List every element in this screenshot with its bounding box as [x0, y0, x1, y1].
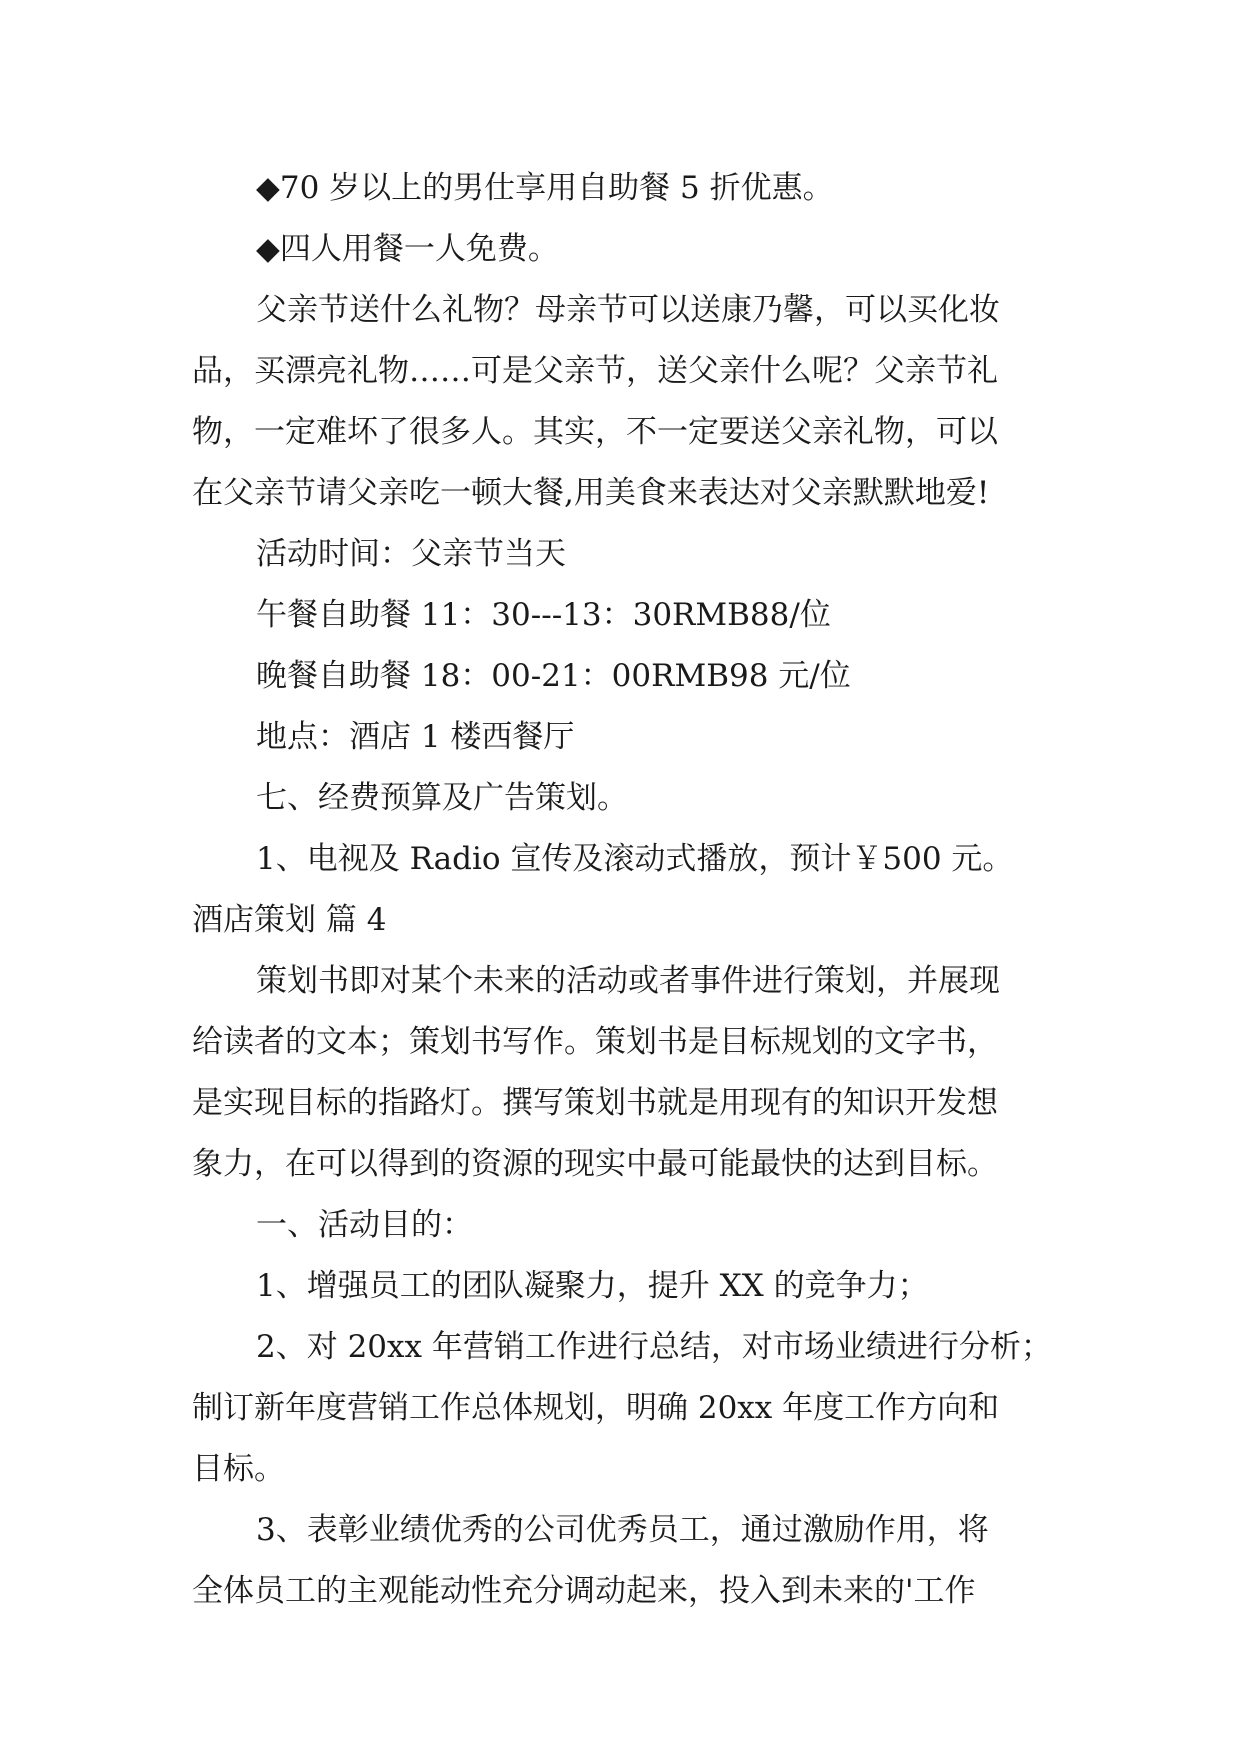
text-line: 制订新年度营销工作总体规划，明确 20xx 年度工作方向和: [192, 1390, 1000, 1426]
text-line: 全体员工的主观能动性充分调动起来，投入到未来的'工作: [192, 1573, 976, 1609]
text-line: 1、电视及 Radio 宣传及滚动式播放，预计￥500 元。: [256, 841, 1014, 877]
text-line: 地点：酒店 1 楼西餐厅: [256, 719, 575, 755]
text-line: 一、活动目的：: [256, 1207, 473, 1243]
section-heading: 酒店策划 篇 4: [192, 902, 387, 938]
text-line: 七、经费预算及广告策划。: [256, 780, 628, 816]
text-line: 物，一定难坏了很多人。其实，不一定要送父亲礼物，可以: [192, 414, 998, 450]
text-line: 晚餐自助餐 18：00-21：00RMB98 元/位: [256, 658, 851, 694]
body-text: [192, 158, 1062, 1622]
text-line: 活动时间：父亲节当天: [256, 536, 566, 572]
text-line: 给读者的文本；策划书写作。策划书是目标规划的文字书，: [192, 1024, 998, 1060]
text-line: 策划书即对某个未来的活动或者事件进行策划，并展现: [256, 963, 1000, 999]
text-line: 目标。: [192, 1451, 285, 1487]
text-line: 2、对 20xx 年营销工作进行总结，对市场业绩进行分析；: [256, 1329, 1052, 1365]
text-line: 在父亲节请父亲吃一顿大餐,用美食来表达对父亲默默地爱!: [192, 475, 990, 511]
text-line: 象力，在可以得到的资源的现实中最可能最快的达到目标。: [192, 1146, 998, 1182]
text-line: ◆70 岁以上的男仕享用自助餐 5 折优惠。: [256, 170, 834, 206]
text-line: 1、增强员工的团队凝聚力，提升 XX 的竞争力；: [256, 1268, 929, 1304]
text-line: ◆四人用餐一人免费。: [256, 231, 559, 267]
text-line: 父亲节送什么礼物？母亲节可以送康乃馨，可以买化妆: [256, 292, 1000, 328]
text-line: 品，买漂亮礼物……可是父亲节，送父亲什么呢？父亲节礼: [192, 353, 998, 389]
text-line: 午餐自助餐 11：30---13：30RMB88/位: [256, 597, 831, 633]
text-line: 是实现目标的指路灯。撰写策划书就是用现有的知识开发想: [192, 1085, 998, 1121]
text-line: 3、表彰业绩优秀的公司优秀员工，通过激励作用，将: [256, 1512, 989, 1548]
